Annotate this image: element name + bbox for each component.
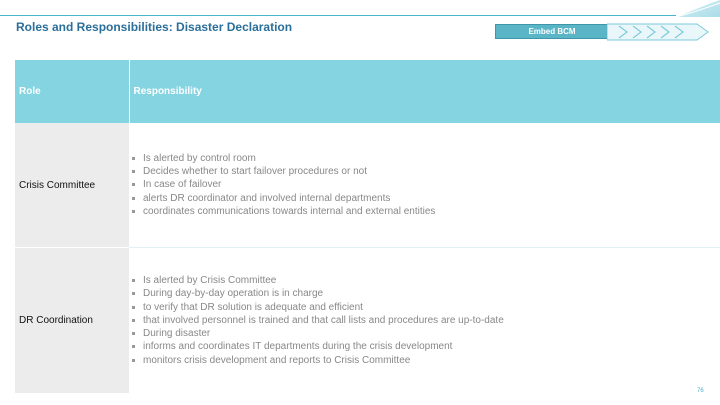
list-item: that involved personnel is trained and that call lists and procedures are up-to-date (132, 314, 719, 327)
list-item: to verify that DR solution is adequate and efficient (132, 301, 719, 314)
header-responsibility: Responsibility (129, 60, 720, 123)
responsibility-list (132, 152, 719, 218)
role-cell: Crisis Committee (15, 123, 129, 248)
list-item: alerts DR coordinator and involved internal departments (132, 192, 719, 205)
list-item: Is alerted by Crisis Committee (132, 274, 719, 287)
responsibility-cell (129, 248, 720, 394)
role-cell: DR Coordination (15, 248, 129, 394)
list-item: Is alerted by control room (132, 152, 719, 165)
slide-title: Roles and Responsibilities: Disaster Declaration (16, 20, 293, 34)
roles-table (15, 60, 720, 393)
chevron-arrows-icon (607, 23, 710, 41)
top-rule (0, 15, 676, 16)
list-item: Decides whether to start failover procedures or not (132, 165, 719, 178)
embed-bcm-badge (495, 23, 710, 41)
list-item: During disaster (132, 327, 719, 340)
responsibility-cell (129, 123, 720, 248)
table-row (15, 123, 720, 248)
list-item: monitors crisis development and reports to Crisis Committee (132, 354, 719, 367)
corner-swoosh-decoration (676, 0, 720, 17)
header-role: Role (15, 60, 129, 123)
list-item: coordinates communications towards internal and external entities (132, 205, 719, 218)
list-item: During day-by-day operation is in charge (132, 287, 719, 300)
table-header-row (15, 60, 720, 123)
page-number: 76 (697, 388, 704, 394)
table-row (15, 248, 720, 394)
list-item: In case of failover (132, 178, 719, 191)
badge-label: Embed BCM (495, 24, 609, 39)
list-item: informs and coordinates IT departments during the crisis development (132, 340, 719, 353)
responsibility-list (132, 274, 719, 366)
